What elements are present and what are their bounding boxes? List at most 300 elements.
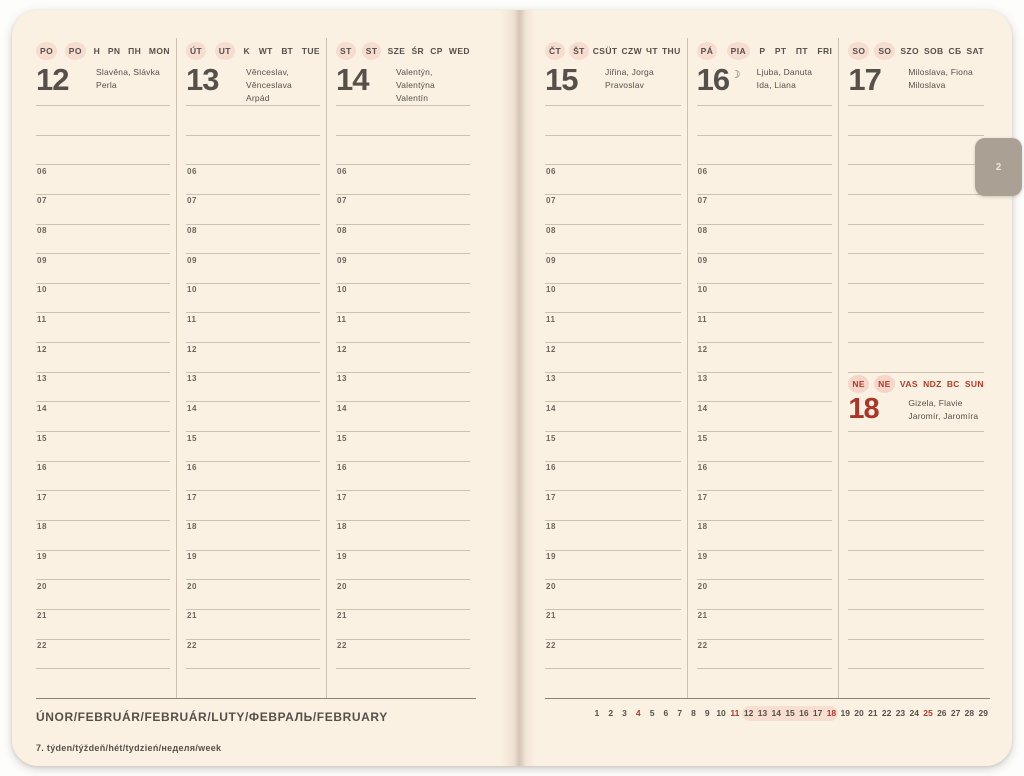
hour-slot: [848, 520, 984, 550]
name-days: [246, 65, 320, 104]
day-abbrev: CZW: [621, 45, 643, 56]
day-abbrev: ЧТ: [646, 45, 658, 56]
hour-label: 10: [37, 285, 47, 295]
hour-slot: [848, 105, 984, 135]
name-day-line: Věnceslav, Věnceslava: [246, 67, 292, 90]
hour-label: 06: [187, 166, 197, 176]
hour-slot: [545, 639, 681, 669]
hour-slot: [697, 401, 833, 431]
hour-label: 09: [697, 255, 708, 265]
name-day-line: Jaromír, Jaromíra: [908, 410, 979, 421]
hour-slot: [697, 520, 833, 550]
hour-label: 16: [546, 463, 556, 473]
hour-label: 07: [546, 196, 556, 206]
hour-slot: [336, 639, 470, 669]
hour-slot: [545, 520, 681, 550]
hour-slot: [848, 224, 984, 254]
hour-slot: [336, 194, 470, 224]
hour-label: 17: [187, 492, 197, 502]
hour-label: 11: [187, 314, 197, 324]
hour-slot: [186, 668, 320, 698]
hour-slot: [336, 579, 470, 609]
day-column: [687, 38, 839, 698]
hour-slot: [36, 639, 170, 669]
name-day-line: Ljuba, Danuta: [756, 67, 813, 77]
name-day-line: Miloslava: [908, 79, 946, 90]
hour-slot: [697, 579, 833, 609]
hour-label: 16: [187, 463, 197, 473]
hour-label: 08: [697, 226, 708, 236]
hour-slot: [186, 224, 320, 254]
hour-slot: [848, 312, 984, 342]
name-days: [396, 65, 470, 104]
hour-slot: [336, 342, 470, 372]
day-abbrev: SOB: [923, 45, 944, 56]
name-days: [908, 65, 973, 94]
name-days: [605, 65, 654, 94]
hour-slot: [36, 135, 170, 165]
day-column-header: [697, 38, 833, 105]
hour-label: 18: [337, 522, 347, 532]
mini-calendar-day: 16: [797, 706, 811, 721]
day-abbrev-highlighted: UT: [215, 42, 235, 60]
mini-calendar-day: 18: [825, 706, 839, 721]
hour-label: 22: [37, 641, 47, 651]
day-abbrev-row: [697, 43, 833, 59]
hour-slot: [36, 224, 170, 254]
mini-calendar-day: 1: [594, 708, 600, 719]
hour-slot: [36, 461, 170, 491]
hour-slot: [186, 105, 320, 135]
mini-calendar-day: 2: [608, 708, 614, 719]
hour-slot: [186, 520, 320, 550]
day-abbrev-highlighted: ŠT: [569, 42, 589, 60]
month-tab: 2: [975, 138, 1022, 196]
hour-label: 21: [546, 611, 556, 621]
mini-calendar-day: 7: [677, 708, 683, 719]
hour-label: 09: [337, 255, 347, 265]
hour-label: 07: [187, 196, 197, 206]
hour-slot: [545, 283, 681, 313]
hour-slot: [848, 194, 984, 224]
mini-calendar-day: 19: [840, 708, 850, 719]
mini-calendar-day: 10: [716, 708, 726, 719]
hour-label: 10: [697, 285, 708, 295]
hour-label: 20: [187, 581, 197, 591]
hour-slot: [848, 490, 984, 520]
hour-label: 16: [37, 463, 47, 473]
mini-calendar-day: 4: [635, 708, 641, 719]
day-abbrev: TUE: [301, 45, 320, 56]
hour-slot: [545, 342, 681, 372]
hour-slot: [36, 579, 170, 609]
hour-label: 06: [697, 166, 708, 176]
mini-calendar-day: 8: [691, 708, 696, 719]
day-abbrev: ŚR: [411, 45, 425, 56]
hour-label: 15: [546, 433, 556, 443]
day-abbrev: P: [759, 45, 766, 56]
day-abbrev: SZO: [900, 45, 920, 56]
mini-calendar-day: 20: [854, 708, 864, 719]
day-abbrev-highlighted: ST: [362, 42, 382, 60]
hour-slot: [697, 550, 833, 580]
day-abbrev: ВТ: [281, 45, 294, 56]
hour-slot: [697, 224, 833, 254]
hour-slot: [697, 194, 833, 224]
day-abbrev: MON: [148, 45, 170, 56]
day-number: 13: [186, 62, 219, 97]
hour-slot: [36, 609, 170, 639]
hour-slot: [186, 164, 320, 194]
hour-label: 08: [337, 226, 347, 236]
hour-slot: [545, 550, 681, 580]
mini-calendar-day: 17: [811, 706, 825, 721]
day-abbrev-highlighted: ST: [336, 42, 356, 60]
hour-slot: [36, 372, 170, 402]
hour-slot: [697, 105, 833, 135]
hour-slot: [545, 490, 681, 520]
hour-slot: [336, 135, 470, 165]
hour-slot: [848, 253, 984, 283]
hour-slot: [186, 609, 320, 639]
hour-slot: [186, 579, 320, 609]
hour-slot: [36, 550, 170, 580]
hour-label: 18: [37, 522, 47, 532]
week-number-footer: 7. týden/týždeň/hét/tydzień/неделя/week: [36, 742, 222, 753]
hour-label: 06: [546, 166, 556, 176]
hour-label: 22: [337, 641, 347, 651]
day-column: [176, 38, 326, 698]
hour-slot: [36, 312, 170, 342]
hour-label: 21: [187, 611, 197, 621]
left-page: [36, 28, 476, 753]
hour-label: 12: [187, 344, 197, 354]
planner-book: [12, 10, 1012, 766]
day-column-header: [545, 38, 681, 105]
hour-label: 14: [187, 403, 197, 413]
day-abbrev: WED: [448, 45, 470, 56]
day-header-line: [848, 62, 984, 97]
day-abbrev-highlighted: NE: [848, 375, 869, 393]
hour-label: 17: [546, 492, 556, 502]
hour-slot: [36, 253, 170, 283]
day-abbrev: NDZ: [923, 378, 942, 389]
hour-label: 07: [697, 196, 708, 206]
day-number: 12: [36, 62, 69, 97]
hour-label: 08: [37, 226, 47, 236]
day-abbrev-highlighted: ČT: [545, 42, 565, 60]
hour-slot: [336, 520, 470, 550]
day-abbrev: СБ: [948, 45, 962, 56]
mini-calendar-day: 12: [742, 706, 756, 721]
mini-calendar-day: 9: [704, 708, 710, 719]
hour-label: 13: [546, 374, 556, 384]
hour-slot: [848, 431, 984, 461]
day-abbrev: PT: [774, 45, 787, 56]
day-abbrev: THU: [661, 45, 681, 56]
day-header-line: [545, 62, 681, 97]
hour-slot: [36, 342, 170, 372]
day-abbrev-highlighted: NE: [874, 375, 895, 393]
hour-slot: [186, 312, 320, 342]
hour-slot: [186, 490, 320, 520]
hour-label: 10: [187, 285, 197, 295]
hour-label: 21: [37, 611, 47, 621]
mini-calendar-day: 14: [769, 706, 783, 721]
day-header-line: [36, 62, 170, 97]
hour-slot: [186, 372, 320, 402]
hour-label: 06: [337, 166, 347, 176]
hour-slot: [697, 342, 833, 372]
hour-slot: [545, 312, 681, 342]
day-abbrev-row: [848, 376, 984, 392]
hour-label: 19: [697, 552, 708, 562]
day-abbrev-highlighted: SO: [874, 42, 895, 60]
day-number: 18: [848, 392, 879, 425]
day-column-header: [36, 38, 170, 105]
hour-label: 10: [546, 285, 556, 295]
hour-label: 20: [37, 581, 47, 591]
hour-slot: [848, 283, 984, 313]
hour-slot: [848, 342, 984, 372]
day-column: [326, 38, 476, 698]
name-day-line: Pravoslav: [605, 79, 645, 90]
day-abbrev: VAS: [899, 378, 918, 389]
hour-label: 15: [187, 433, 197, 443]
day-number: 16: [696, 62, 730, 97]
hour-slot: [186, 342, 320, 372]
mini-calendar-day: 26: [937, 708, 947, 719]
hour-label: 20: [546, 581, 556, 591]
hour-slot: [697, 283, 833, 313]
hour-label: 11: [337, 314, 347, 324]
hour-slot: [545, 372, 681, 402]
hour-slot: [36, 164, 170, 194]
hour-label: 14: [697, 403, 708, 413]
hour-label: 19: [187, 552, 197, 562]
day-abbrev: SZE: [387, 45, 406, 56]
hour-slot: [545, 164, 681, 194]
name-day-line: Arpád: [246, 92, 270, 103]
hour-label: 14: [337, 403, 347, 413]
hour-slot: [336, 372, 470, 402]
hour-slot: [545, 461, 681, 491]
hour-slot: [186, 431, 320, 461]
name-day-line: Valentín: [396, 92, 429, 103]
hour-slot: [36, 194, 170, 224]
day-abbrev-row: [545, 43, 681, 59]
hour-slot: [336, 253, 470, 283]
hour-slot: [336, 224, 470, 254]
day-header-line: [186, 62, 320, 104]
hour-label: 21: [697, 611, 708, 621]
hour-slot: [545, 253, 681, 283]
hour-slot: [186, 283, 320, 313]
day-abbrev: ПТ: [795, 45, 809, 56]
day-abbrev-highlighted: PO: [65, 42, 86, 60]
hour-slot: [36, 490, 170, 520]
day-abbrev-highlighted: PÁ: [697, 42, 718, 60]
hour-label: 18: [546, 522, 556, 532]
hour-slot: [36, 668, 170, 698]
mini-calendar-day: 3: [622, 708, 627, 719]
hour-label: 15: [337, 433, 347, 443]
hour-slot: [186, 194, 320, 224]
name-day-line: Gizela, Flavie: [908, 397, 963, 408]
day-abbrev-highlighted: SO: [848, 42, 869, 60]
hour-label: 09: [546, 255, 556, 265]
mini-calendar-day: 6: [663, 708, 669, 719]
name-day-line: Slavěna, Slávka: [96, 67, 160, 77]
hour-label: 12: [546, 344, 556, 354]
hour-slot: [336, 609, 470, 639]
day-abbrev: WT: [258, 45, 273, 56]
hour-slot: [697, 164, 833, 194]
day-abbrev: K: [243, 45, 251, 56]
hour-slot: [36, 520, 170, 550]
mini-calendar-day: 27: [950, 708, 961, 719]
hour-slot: [848, 579, 984, 609]
hour-slot: [36, 105, 170, 135]
day-column: [545, 38, 687, 698]
hour-label: 12: [697, 344, 708, 354]
hour-label: 11: [697, 314, 708, 324]
hour-slot: [336, 283, 470, 313]
day-column: [838, 38, 990, 698]
hour-slot: [848, 164, 984, 194]
hour-label: 21: [337, 611, 347, 621]
hour-slot: [848, 135, 984, 165]
hour-slot: [186, 461, 320, 491]
hour-label: 16: [697, 463, 708, 473]
day-abbrev: СР: [430, 45, 443, 56]
hour-label: 19: [337, 552, 347, 562]
hour-slot: [336, 550, 470, 580]
hour-slot: [36, 431, 170, 461]
hour-label: 20: [337, 581, 347, 591]
mini-calendar-day: 25: [923, 708, 933, 719]
name-days: [757, 65, 813, 94]
hour-label: 15: [697, 433, 708, 443]
day-abbrev-row: [186, 43, 320, 59]
hour-slot: [36, 401, 170, 431]
day-header-line: [696, 62, 833, 97]
day-abbrev: PN: [107, 45, 121, 56]
hour-slot: [848, 550, 984, 580]
name-day-line: Miloslava, Fiona: [908, 67, 973, 77]
hour-slot: [697, 668, 833, 698]
hour-label: 12: [37, 344, 47, 354]
hour-slot: [848, 609, 984, 639]
hour-label: 08: [546, 226, 556, 236]
name-days: [96, 65, 160, 94]
name-day-line: Ida, Liana: [756, 79, 797, 90]
hour-slot: [336, 312, 470, 342]
hour-slot: [545, 401, 681, 431]
hour-label: 11: [546, 314, 556, 324]
left-day-columns: [36, 38, 476, 699]
day-abbrev-highlighted: ÚT: [186, 42, 206, 60]
hour-label: 06: [37, 166, 47, 176]
hour-slot: [697, 609, 833, 639]
hour-slot: [186, 253, 320, 283]
hour-slot: [336, 431, 470, 461]
hour-label: 20: [697, 581, 708, 591]
hour-label: 18: [697, 522, 708, 532]
right-day-columns: [545, 38, 990, 699]
hour-slot: [545, 224, 681, 254]
hour-slot: [545, 135, 681, 165]
mini-calendar-day: 13: [756, 706, 770, 721]
book-spine: [500, 10, 536, 766]
mini-calendar-day: 15: [783, 706, 797, 721]
day-abbrev-row: [36, 43, 170, 59]
hour-label: 07: [337, 196, 347, 206]
day-number: 14: [336, 62, 369, 97]
hour-slot: [697, 639, 833, 669]
hour-slot: [186, 401, 320, 431]
day-abbrev-row: [848, 43, 984, 59]
day-abbrev-highlighted: PIA: [727, 42, 750, 60]
mini-calendar-day: 21: [868, 708, 878, 719]
day-abbrev-row: [336, 43, 470, 59]
mini-calendar-day: 23: [895, 708, 906, 719]
hour-label: 08: [187, 226, 197, 236]
hour-label: 11: [37, 314, 47, 324]
month-names-footer: ÚNOR/FEBRUÁR/FEBRUÁR/LUTY/ФЕВРАЛЬ/FEBRUARY: [36, 709, 388, 724]
mini-calendar-day: 5: [649, 708, 655, 719]
name-days: [908, 396, 978, 424]
hour-label: 14: [546, 403, 556, 413]
day-header-line: [336, 62, 470, 104]
hour-slot: [336, 461, 470, 491]
hour-slot: [545, 194, 681, 224]
hour-slot: [186, 135, 320, 165]
day-column-header: [186, 38, 320, 105]
hour-label: 12: [337, 344, 347, 354]
hour-label: 09: [187, 255, 197, 265]
hour-label: 19: [37, 552, 47, 562]
hour-slot: [697, 490, 833, 520]
hour-slot: [545, 609, 681, 639]
name-day-line: Perla: [96, 79, 117, 90]
name-day-line: Valentýn, Valentýna: [396, 67, 435, 90]
day-column-header: [848, 38, 984, 105]
hour-slot: [336, 490, 470, 520]
hour-slot: [186, 639, 320, 669]
hour-label: 22: [187, 641, 197, 651]
hour-slot: [336, 105, 470, 135]
day-column: [36, 38, 176, 698]
mini-calendar-day: 22: [881, 708, 892, 719]
day-abbrev: SAT: [966, 45, 985, 56]
hour-slot: [545, 579, 681, 609]
day-abbrev: FRI: [817, 45, 833, 56]
hour-slot: [697, 372, 833, 402]
hour-slot: [545, 431, 681, 461]
hour-label: 18: [187, 522, 197, 532]
day-header-line: [848, 392, 984, 425]
moon-phase-icon: ☽: [730, 69, 741, 81]
mini-calendar-day: 24: [909, 708, 919, 719]
hour-slot: [336, 401, 470, 431]
mini-month-calendar: [590, 706, 990, 722]
hour-slot: [697, 312, 833, 342]
name-day-line: Jiřina, Jorga: [605, 67, 654, 77]
day-abbrev: CSÜT: [592, 45, 618, 56]
hour-label: 17: [337, 492, 347, 502]
hour-label: 14: [37, 403, 47, 413]
